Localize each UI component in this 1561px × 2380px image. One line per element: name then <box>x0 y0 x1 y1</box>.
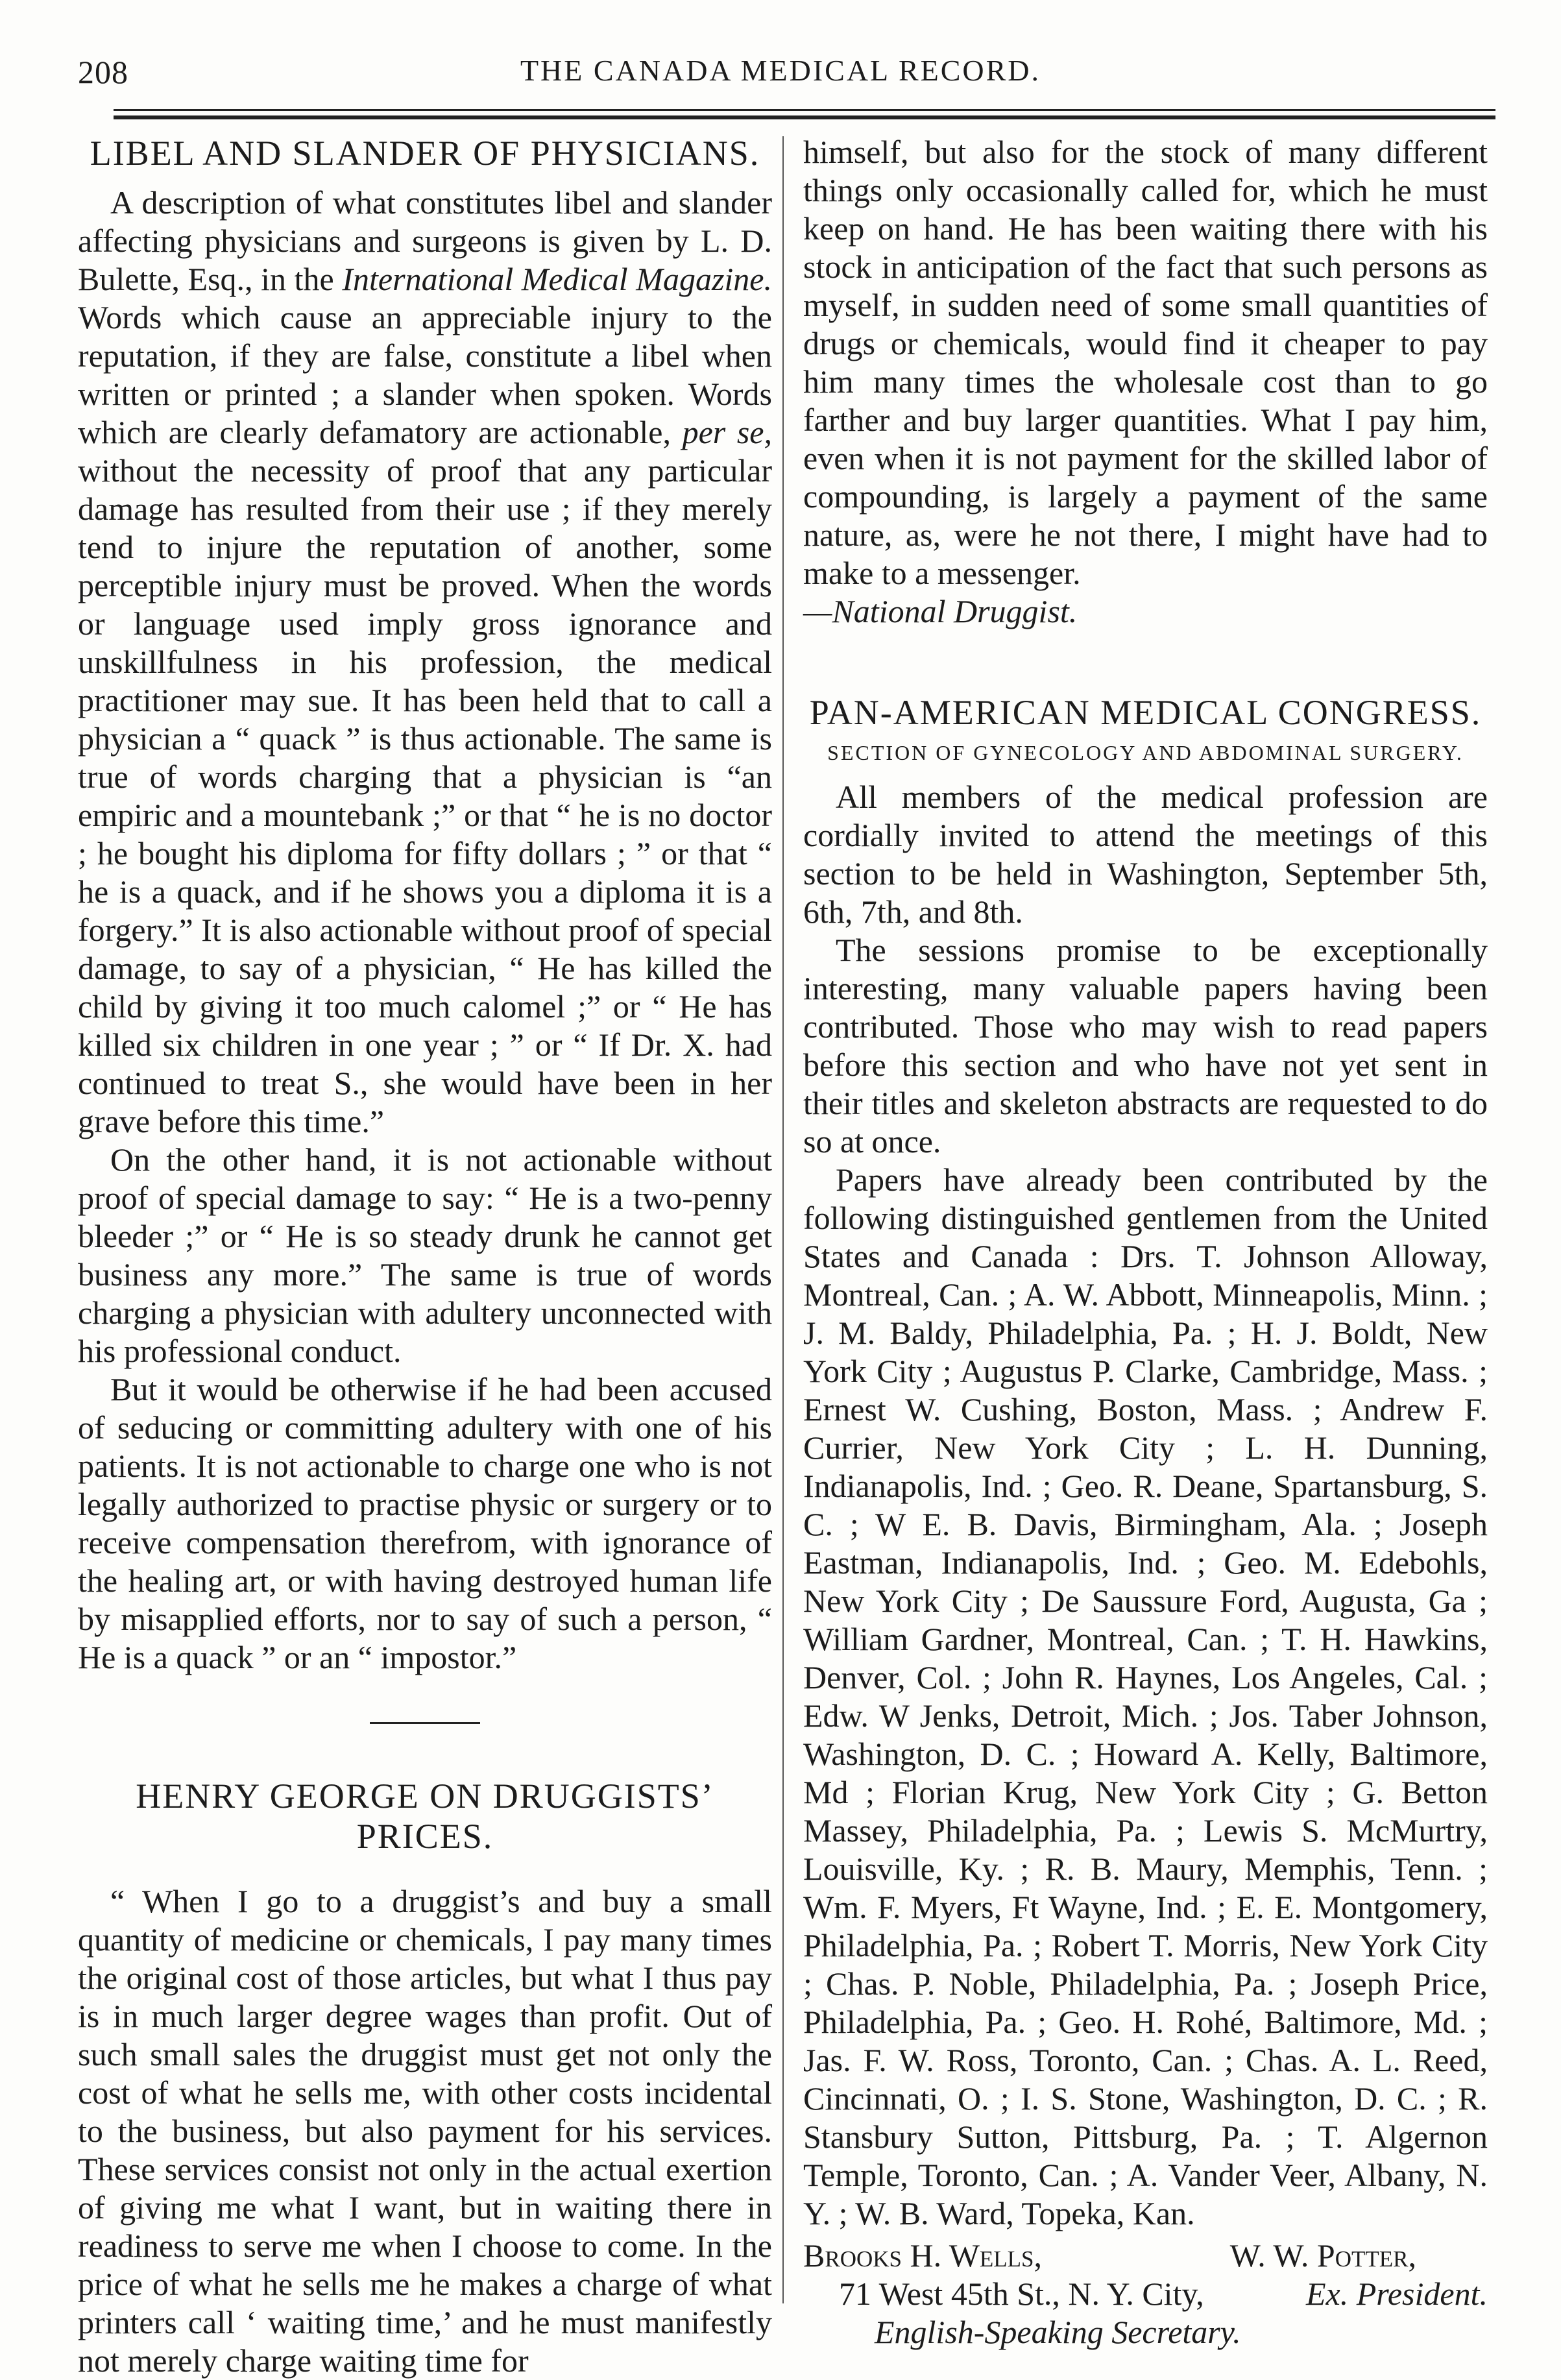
journal-name: International Medical Magazine. <box>342 261 772 297</box>
panam-subtitle: SECTION OF GYNECOLOGY AND ABDOMINAL SURGERY. <box>827 741 1464 764</box>
george-paragraph-1-continued: himself, but also for the stock of many different things only occasionally called for, which he must keep on hand. He has been waiting there with his stock in anticipation of the fact that such persons as myself, in sudden need of some small quantities of drugs or chemicals, would find it cheaper to pay him many times the wholesale cost than to go farther and buy larger quantities. What I pay him, even when it is not payment for the skilled labor of compounding, is largely a payment of the same nature, as, were he not there, I might have had to make to a messenger. <box>803 134 1488 591</box>
page-header <box>0 34 1561 92</box>
section-separator <box>370 1722 480 1724</box>
libel-paragraph-2: On the other hand, it is not actionable without proof of special damage to say: “ He is a two-penny bleeder ;” or “ He is so steady drunk he cannot get business any more.” The same is true of words charging a physician with adultery unconnected with his professional conduct. <box>78 1141 772 1369</box>
signer-role-secretary: English-Speaking Secretary. <box>875 2314 1241 2350</box>
signature-block <box>803 2237 1488 2351</box>
left-column <box>78 133 772 2380</box>
signer-address: 71 West 45th St., N. Y. City, <box>839 2276 1204 2312</box>
page-number: 208 <box>78 54 128 90</box>
signer-role-president: Ex. President. <box>1305 2276 1488 2312</box>
column-divider <box>782 136 784 2303</box>
running-head: THE CANADA MEDICAL RECORD. <box>520 54 1041 87</box>
panam-article-title: PAN-AMERICAN MEDICAL CONGRESS. <box>809 693 1482 732</box>
george-source: —National Druggist. <box>803 593 1078 629</box>
latin-phrase: per se, <box>682 414 772 450</box>
libel-paragraph-3: But it would be otherwise if he had been accused of seducing or committing adultery with one of his patients. It is not actionable to charge one who is not legally authorized to practise physic or surgery or to receive compensation therefrom, with ignorance of the healing art, or with having destroyed human life by misapplied efforts, nor to say of such a person, “ He is a quack ” or an “ impostor.” <box>78 1371 772 1675</box>
panam-paragraph-1: All members of the medical profession are cordially invited to attend the meetings of this section to be held in Washington, September 5th, 6th, 7th, and 8th. <box>803 779 1488 930</box>
header-rule-thick <box>114 115 1495 119</box>
header-rule <box>114 109 1495 111</box>
george-article-title: HENRY GEORGE ON DRUGGISTS’ PRICES. <box>136 1777 714 1856</box>
signer-wells: Brooks H. Wells, <box>803 2237 1042 2274</box>
panam-paragraph-2: The sessions promise to be exceptionally interesting, many valuable papers having been contributed. Those who may wish to read papers before this section and who have not yet sent in their titles and skeleton abstracts are requested to do so at once. <box>803 932 1488 1160</box>
libel-paragraph-1: A description of what constitutes libel and slander affecting physicians and surgeons is given by L. D. Bulette, Esq., in the International Medical Magazine. Words which cause an appreciable injury to the reputation, if they are false, constitute a libel when written or printed ; a slander when spoken. Words which are clearly defamatory are actionable, per se, without the necessity of proof that any particular damage has resulted from their use ; if they merely tend to injure the reputation of another, some perceptible injury must be proved. When the words or language used imply gross ignorance and unskillfulness in his profession, the medical practitioner may sue. It has been held that to call a physician a “ quack ” is thus actionable. The same is true of words charging that a physician is “an empiric and a mountebank ;” or that “ he is no doctor ; he bought his diploma for fifty dollars ; ” or that “ he is a quack, and if he shows you a diploma it is a forgery.” It is also actionable without proof of special damage, to say of a physician, “ He has killed the child by giving it too much calomel ;” or “ He has killed six children in one year ; ” or “ If Dr. X. had continued to treat S., she would have been in her grave before this time.” <box>78 184 772 1139</box>
george-paragraph-1: “ When I go to a druggist’s and buy a small quantity of medicine or chemicals, I pay many times the original cost of those articles, but what I thus pay is in much larger degree wages than profit. Out of such small sales the druggist must get not only the cost of what he sells me, with other costs incidental to the business, but also payment for his services. These services consist not only in the actual exertion of giving me what I want, but in waiting there in readiness to serve me when I choose to come. In the price of what he sells me he makes a charge of what printers call ‘ waiting time,’ and he must manifestly not merely charge waiting time for <box>78 1883 772 2379</box>
right-column <box>803 133 1488 2351</box>
libel-article-title: LIBEL AND SLANDER OF PHYSICIANS. <box>90 134 760 173</box>
panam-paragraph-3: Papers have already been contributed by the following distinguished gentlemen from the United States and Canada : Drs. T. Johnson Alloway, Montreal, Can. ; A. W. Abbott, Minneapolis, Minn. ; J. M. Baldy, Philadelphia, Pa. ; H. J. Boldt, New York City ; Augustus P. Clarke, Cambridge, Mass. ; Ernest W. Cushing, Boston, Mass. ; Andrew F. Currier, New York City ; L. H. Dunning, Indianapolis, Ind. ; Geo. R. Deane, Spartansburg, S. C. ; W E. B. Davis, Birmingham, Ala. ; Joseph Eastman, Indianapolis, Ind. ; Geo. M. Edebohls, New York City ; De Saussure Ford, Augusta, Ga ; William Gardner, Montreal, Can. ; T. H. Hawkins, Denver, Col. ; John R. Haynes, Los Angeles, Cal. ; Edw. W Jenks, Detroit, Mich. ; Jos. Taber Johnson, Washington, D. C. ; Howard A. Kelly, Baltimore, Md ; Florian Krug, New York City ; G. Betton Massey, Philadelphia, Pa. ; Lewis S. McMurtry, Louisville, Ky. ; R. B. Maury, Memphis, Tenn. ; Wm. F. Myers, Ft Wayne, Ind. ; E. E. Montgomery, Philadelphia, Pa. ; Robert T. Morris, New York City ; Chas. P. Noble, Philadelphia, Pa. ; Joseph Price, Philadelphia, Pa. ; Geo. H. Rohé, Baltimore, Md. ; Jas. F. W. Ross, Toronto, Can. ; Chas. A. L. Reed, Cincinnati, O. ; I. S. Stone, Washington, D. C. ; R. Stansbury Sutton, Pittsburg, Pa. ; T. Algernon Temple, Toronto, Can. ; A. Vander Veer, Albany, N. Y. ; W. B. Ward, Topeka, Kan. <box>803 1161 1488 2231</box>
signer-potter: W. W. Potter, <box>1229 2237 1416 2274</box>
